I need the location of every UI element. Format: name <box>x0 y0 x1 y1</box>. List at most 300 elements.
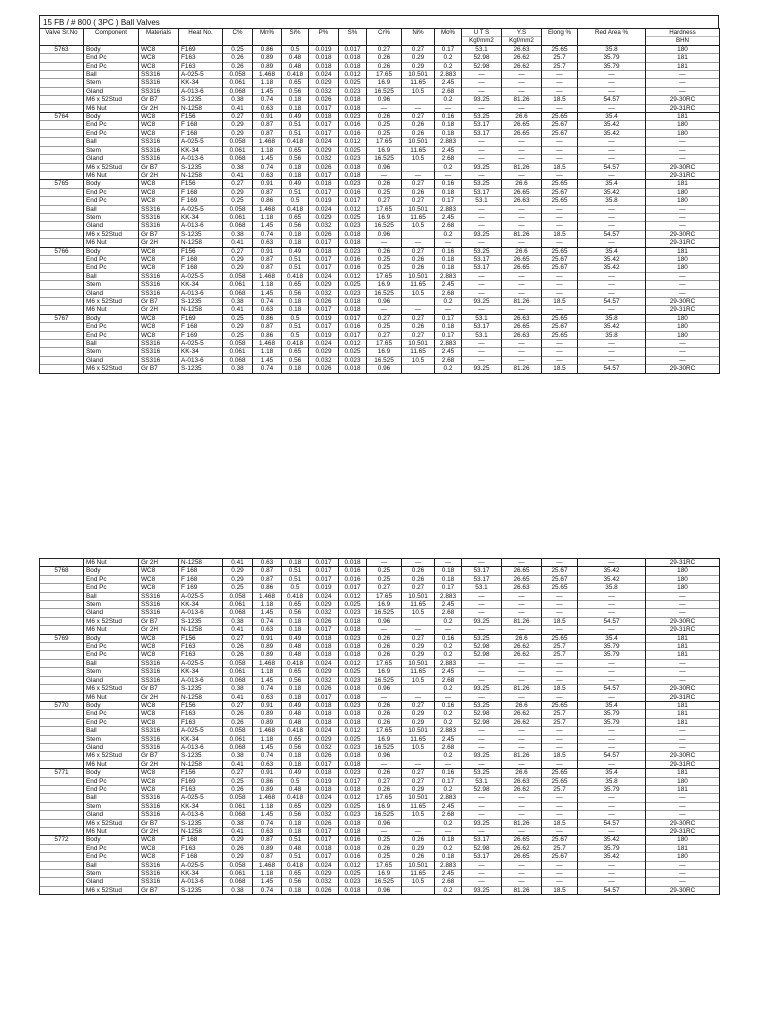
table-cell: 35.42 <box>578 323 646 331</box>
table-cell: 2.68 <box>435 743 462 751</box>
table-cell: 0.026 <box>309 617 339 625</box>
table-row <box>40 676 720 684</box>
table-cell: 0.061 <box>223 668 253 676</box>
table-cell: — <box>578 87 646 95</box>
table-cell: 53.25 <box>462 247 502 255</box>
table-row <box>40 727 720 735</box>
table-cell: 0.018 <box>339 230 367 238</box>
table-cell: 0.18 <box>435 129 462 137</box>
table-cell: 0.96 <box>367 752 402 760</box>
table-cell: 2.883 <box>435 794 462 802</box>
table-cell: 0.18 <box>282 693 309 701</box>
table-cell <box>402 298 435 306</box>
table-cell: 0.026 <box>309 163 339 171</box>
table-cell: — <box>435 171 462 179</box>
table-cell: 0.38 <box>223 365 253 373</box>
table-cell: 0.27 <box>367 777 402 785</box>
table-row <box>40 659 720 667</box>
table-cell: 0.38 <box>223 163 253 171</box>
table-cell: 0.017 <box>309 567 339 575</box>
table-cell: 18.5 <box>542 617 578 625</box>
table-cell: 181 <box>646 643 720 651</box>
table-cell: — <box>462 609 502 617</box>
table-cell: A-025-5 <box>179 592 223 600</box>
table-cell <box>40 676 84 684</box>
table-cell <box>40 298 84 306</box>
table-cell <box>40 163 84 171</box>
table-cell: 0.17 <box>435 584 462 592</box>
table-cell: 0.29 <box>223 129 253 137</box>
table-cell: — <box>578 760 646 768</box>
table-cell: M6 x 52Stud <box>84 230 139 238</box>
table-cell: 0.026 <box>309 886 339 894</box>
table-cell: — <box>502 104 542 112</box>
table-cell: 180 <box>646 575 720 583</box>
table-cell: 0.26 <box>367 634 402 642</box>
table-cell: — <box>462 802 502 810</box>
table-cell: 0.26 <box>223 54 253 62</box>
table-cell: 0.029 <box>309 735 339 743</box>
table-cell: 0.26 <box>223 710 253 718</box>
table-cell <box>40 727 84 735</box>
table-cell: 0.27 <box>402 634 435 642</box>
table-cell: — <box>646 340 720 348</box>
table-cell: — <box>542 601 578 609</box>
table-row <box>40 853 720 861</box>
table-cell: 93.25 <box>462 617 502 625</box>
table-cell: 26.62 <box>502 651 542 659</box>
table-cell: 81.26 <box>502 617 542 625</box>
table-cell: Gland <box>84 811 139 819</box>
table-cell <box>40 87 84 95</box>
table-cell: 0.5 <box>282 45 309 53</box>
table-cell: End Pc <box>84 121 139 129</box>
table-cell: S-1235 <box>179 752 223 760</box>
table-cell: 0.26 <box>367 62 402 70</box>
table-cell: 0.65 <box>282 348 309 356</box>
table-cell: — <box>462 213 502 221</box>
unit-cell <box>139 37 179 45</box>
table-row <box>40 222 720 230</box>
table-cell: 0.018 <box>339 163 367 171</box>
header-cell: U T S <box>462 29 502 37</box>
table-cell: KK-34 <box>179 281 223 289</box>
table-cell: 0.024 <box>309 592 339 600</box>
table-cell: — <box>646 272 720 280</box>
table-cell: — <box>542 693 578 701</box>
table-cell: 0.012 <box>339 659 367 667</box>
table-cell: 0.63 <box>253 626 282 634</box>
table-cell <box>40 62 84 70</box>
table-cell: 0.2 <box>435 298 462 306</box>
table-cell: 0.418 <box>282 727 309 735</box>
table-cell: 0.91 <box>253 113 282 121</box>
table-cell: — <box>578 802 646 810</box>
table-cell: — <box>646 289 720 297</box>
table-cell: Body <box>84 567 139 575</box>
table-cell: 0.018 <box>339 752 367 760</box>
table-cell: Stem <box>84 79 139 87</box>
table-cell: 93.25 <box>462 819 502 827</box>
table-cell: 26.62 <box>502 785 542 793</box>
table-cell: 0.41 <box>223 559 253 567</box>
table-cell <box>40 559 84 567</box>
table-cell: 26.63 <box>502 314 542 322</box>
table-cell: 35.42 <box>578 255 646 263</box>
table-cell: 0.058 <box>223 727 253 735</box>
table-cell: 180 <box>646 323 720 331</box>
table-cell: 53.1 <box>462 314 502 322</box>
table-cell: A-013-6 <box>179 743 223 751</box>
table-cell: 0.86 <box>253 197 282 205</box>
table-cell: M6 Nut <box>84 171 139 179</box>
table-cell: 0.26 <box>402 264 435 272</box>
table-cell: SS316 <box>139 281 179 289</box>
table-cell: — <box>578 811 646 819</box>
table-cell: — <box>542 861 578 869</box>
table-cell: — <box>462 794 502 802</box>
table-cell: — <box>578 659 646 667</box>
table-cell: SS316 <box>139 289 179 297</box>
table-cell: 0.87 <box>253 255 282 263</box>
table-cell: — <box>502 659 542 667</box>
table-cell: 0.029 <box>309 281 339 289</box>
table-cell: — <box>578 146 646 154</box>
table-cell: WC8 <box>139 584 179 592</box>
table-cell: 35.79 <box>578 643 646 651</box>
table-cell: 0.29 <box>402 785 435 793</box>
table-cell: 0.2 <box>435 785 462 793</box>
table-cell: 25.7 <box>542 651 578 659</box>
table-cell: — <box>542 79 578 87</box>
table-cell: 1.45 <box>253 743 282 751</box>
unit-cell <box>309 37 339 45</box>
table-cell: 0.2 <box>435 617 462 625</box>
table-cell: SS316 <box>139 870 179 878</box>
table-cell: 0.49 <box>282 247 309 255</box>
header-cell: Component <box>84 29 139 37</box>
table-row <box>40 298 720 306</box>
table-cell: 29-31RC <box>646 171 720 179</box>
table-cell: 180 <box>646 264 720 272</box>
table-cell: — <box>462 348 502 356</box>
table-cell: — <box>646 870 720 878</box>
table-cell: 0.026 <box>309 752 339 760</box>
table-cell: 25.7 <box>542 710 578 718</box>
table-cell <box>402 230 435 238</box>
table-cell: 0.48 <box>282 710 309 718</box>
table-cell: Gr B7 <box>139 886 179 894</box>
table-cell: 0.058 <box>223 794 253 802</box>
table-cell: — <box>502 213 542 221</box>
table-cell: 5767 <box>40 314 84 322</box>
table-cell: 0.27 <box>223 113 253 121</box>
table-cell: 0.96 <box>367 298 402 306</box>
table-cell: 0.025 <box>339 213 367 221</box>
table-cell: 10.501 <box>402 272 435 280</box>
table-cell: Body <box>84 247 139 255</box>
table-row <box>40 878 720 886</box>
table-cell: WC8 <box>139 785 179 793</box>
table-cell: 54.57 <box>578 365 646 373</box>
table-cell: 10.5 <box>402 609 435 617</box>
table-cell: — <box>646 802 720 810</box>
table-cell: Body <box>84 45 139 53</box>
table-cell: 54.57 <box>578 886 646 894</box>
table-cell: 0.012 <box>339 861 367 869</box>
table-cell: — <box>462 306 502 314</box>
table-cell: 0.019 <box>309 777 339 785</box>
table-cell: 11.65 <box>402 348 435 356</box>
table-cell: 0.38 <box>223 230 253 238</box>
table-cell: 0.26 <box>223 785 253 793</box>
table-cell: S-1235 <box>179 163 223 171</box>
table-cell: Body <box>84 836 139 844</box>
table-cell: 0.48 <box>282 844 309 852</box>
table-cell: 16.9 <box>367 601 402 609</box>
table-cell: 26.6 <box>502 769 542 777</box>
table-cell: — <box>502 693 542 701</box>
table-cell: M6 x 52Stud <box>84 886 139 894</box>
table-cell: 181 <box>646 180 720 188</box>
table-cell <box>40 155 84 163</box>
table-cell: — <box>502 592 542 600</box>
table-cell: 0.026 <box>309 685 339 693</box>
table-cell: A-025-5 <box>179 659 223 667</box>
table-cell: 0.63 <box>253 171 282 179</box>
table-cell: Gr B7 <box>139 298 179 306</box>
table-cell: 26.65 <box>502 853 542 861</box>
table-cell: 0.068 <box>223 222 253 230</box>
table-row <box>40 255 720 263</box>
table-cell: 180 <box>646 836 720 844</box>
table-cell: 0.27 <box>402 197 435 205</box>
table-cell: — <box>578 171 646 179</box>
table-cell: 0.017 <box>309 559 339 567</box>
table-cell: 0.025 <box>339 870 367 878</box>
table-cell: 0.5 <box>282 777 309 785</box>
table-row <box>40 54 720 62</box>
table-row <box>40 802 720 810</box>
table-cell: 0.018 <box>339 828 367 836</box>
table-cell: F156 <box>179 247 223 255</box>
table-cell <box>40 601 84 609</box>
table-cell: 0.16 <box>435 247 462 255</box>
table-row <box>40 79 720 87</box>
table-cell: — <box>367 171 402 179</box>
table-cell: 0.18 <box>282 752 309 760</box>
header-cell: S% <box>339 29 367 37</box>
table-cell: 0.96 <box>367 365 402 373</box>
table-cell: Gr B7 <box>139 230 179 238</box>
table-cell: Gland <box>84 878 139 886</box>
table-cell <box>40 584 84 592</box>
table-cell: 53.25 <box>462 701 502 709</box>
table-cell: — <box>402 760 435 768</box>
table-row <box>40 584 720 592</box>
table-cell: WC8 <box>139 188 179 196</box>
table-cell: 0.418 <box>282 138 309 146</box>
table-cell: 0.023 <box>339 87 367 95</box>
table-cell: — <box>502 735 542 743</box>
table-cell: 81.26 <box>502 298 542 306</box>
table-cell: 53.17 <box>462 323 502 331</box>
table-cell <box>40 575 84 583</box>
table-cell: Ball <box>84 71 139 79</box>
table-cell: 0.017 <box>339 197 367 205</box>
table-cell: 0.27 <box>402 180 435 188</box>
table-cell: — <box>502 626 542 634</box>
table-cell: 0.018 <box>309 113 339 121</box>
table-cell: 26.6 <box>502 180 542 188</box>
table-cell: 0.86 <box>253 584 282 592</box>
table-cell: 0.2 <box>435 651 462 659</box>
table-cell: 0.87 <box>253 323 282 331</box>
table-cell: 0.017 <box>339 45 367 53</box>
table-cell: 26.63 <box>502 584 542 592</box>
table-cell: 0.63 <box>253 239 282 247</box>
table-cell: 0.56 <box>282 609 309 617</box>
table-cell: 0.017 <box>309 693 339 701</box>
table-cell: 180 <box>646 584 720 592</box>
table-cell: — <box>502 559 542 567</box>
table-cell: 0.89 <box>253 62 282 70</box>
table-cell: 0.023 <box>339 155 367 163</box>
table-cell: 0.18 <box>435 836 462 844</box>
table-cell: 2.45 <box>435 281 462 289</box>
table-cell: 0.016 <box>339 255 367 263</box>
table-cell: — <box>578 205 646 213</box>
table-cell: M6 Nut <box>84 239 139 247</box>
table-cell: 0.18 <box>282 559 309 567</box>
table-cell: 25.65 <box>542 777 578 785</box>
table-cell: 1.468 <box>253 861 282 869</box>
table-cell: 35.79 <box>578 651 646 659</box>
table-row <box>40 785 720 793</box>
table-cell: SS316 <box>139 340 179 348</box>
table-cell: 53.17 <box>462 567 502 575</box>
table-cell: — <box>462 828 502 836</box>
table-cell: Stem <box>84 735 139 743</box>
table-cell: 53.17 <box>462 188 502 196</box>
table-cell: — <box>578 222 646 230</box>
table-cell: 0.74 <box>253 230 282 238</box>
table-cell <box>40 626 84 634</box>
table-cell: 0.024 <box>309 794 339 802</box>
table-cell: 0.068 <box>223 289 253 297</box>
table-cell: — <box>502 794 542 802</box>
table-cell: — <box>435 828 462 836</box>
table-cell: 52.98 <box>462 718 502 726</box>
table-cell: WC8 <box>139 247 179 255</box>
table-cell: 0.2 <box>435 163 462 171</box>
table-cell: 35.4 <box>578 247 646 255</box>
table-cell: F 169 <box>179 197 223 205</box>
table-cell: 0.41 <box>223 104 253 112</box>
table-cell: 11.65 <box>402 870 435 878</box>
table-cell: — <box>502 171 542 179</box>
table-cell: — <box>578 289 646 297</box>
table-row <box>40 138 720 146</box>
table-cell: — <box>502 306 542 314</box>
table-cell: 0.029 <box>309 870 339 878</box>
table-cell: 0.25 <box>367 575 402 583</box>
table-cell: 0.74 <box>253 752 282 760</box>
table-cell: — <box>578 340 646 348</box>
table-cell: End Pc <box>84 651 139 659</box>
table-cell: — <box>542 626 578 634</box>
table-cell: — <box>646 609 720 617</box>
table-cell: 0.38 <box>223 96 253 104</box>
table-cell: 0.058 <box>223 205 253 213</box>
table-cell: 0.018 <box>339 643 367 651</box>
table-row <box>40 45 720 53</box>
header-cell: P% <box>309 29 339 37</box>
table-row <box>40 239 720 247</box>
table-cell: 1.18 <box>253 802 282 810</box>
table-cell: 35.42 <box>578 853 646 861</box>
table-cell: 0.029 <box>309 802 339 810</box>
table-cell: 0.061 <box>223 348 253 356</box>
table-cell: Gland <box>84 289 139 297</box>
table-cell: 0.418 <box>282 340 309 348</box>
table-cell: 1.18 <box>253 735 282 743</box>
table-cell: — <box>578 676 646 684</box>
table-cell: End Pc <box>84 777 139 785</box>
table-cell: 1.468 <box>253 340 282 348</box>
table-cell: 29-30RC <box>646 96 720 104</box>
table-cell <box>402 365 435 373</box>
table-cell: 0.018 <box>339 651 367 659</box>
table-cell: A-013-6 <box>179 87 223 95</box>
table-cell: M6 Nut <box>84 306 139 314</box>
table-cell: 1.18 <box>253 668 282 676</box>
table-cell: 16.9 <box>367 213 402 221</box>
table-cell: 0.018 <box>309 769 339 777</box>
table-row <box>40 356 720 364</box>
table-cell: 0.2 <box>435 685 462 693</box>
table-cell: WC8 <box>139 323 179 331</box>
table-cell: 0.2 <box>435 710 462 718</box>
table-cell <box>402 96 435 104</box>
table-cell: 29-31RC <box>646 104 720 112</box>
table-row <box>40 743 720 751</box>
table-cell: 26.63 <box>502 197 542 205</box>
table-cell: 0.012 <box>339 592 367 600</box>
table-cell: 0.26 <box>402 121 435 129</box>
table-cell: 26.63 <box>502 331 542 339</box>
table-cell: 0.017 <box>309 836 339 844</box>
table-cell: — <box>462 668 502 676</box>
table-cell: 0.74 <box>253 96 282 104</box>
table-cell: 10.501 <box>402 659 435 667</box>
table-cell: 0.029 <box>309 601 339 609</box>
table-cell: 29-31RC <box>646 760 720 768</box>
table-cell: End Pc <box>84 844 139 852</box>
table-cell: N-1258 <box>179 171 223 179</box>
table-cell: 0.86 <box>253 331 282 339</box>
table-cell: 53.1 <box>462 197 502 205</box>
table-cell: 81.26 <box>502 752 542 760</box>
table-cell: 0.017 <box>309 255 339 263</box>
table-cell: 10.501 <box>402 861 435 869</box>
table-cell: 0.068 <box>223 155 253 163</box>
table-cell: 0.018 <box>339 760 367 768</box>
table-cell <box>40 104 84 112</box>
table-cell: SS316 <box>139 794 179 802</box>
table-cell: — <box>646 743 720 751</box>
table-cell: 0.058 <box>223 138 253 146</box>
